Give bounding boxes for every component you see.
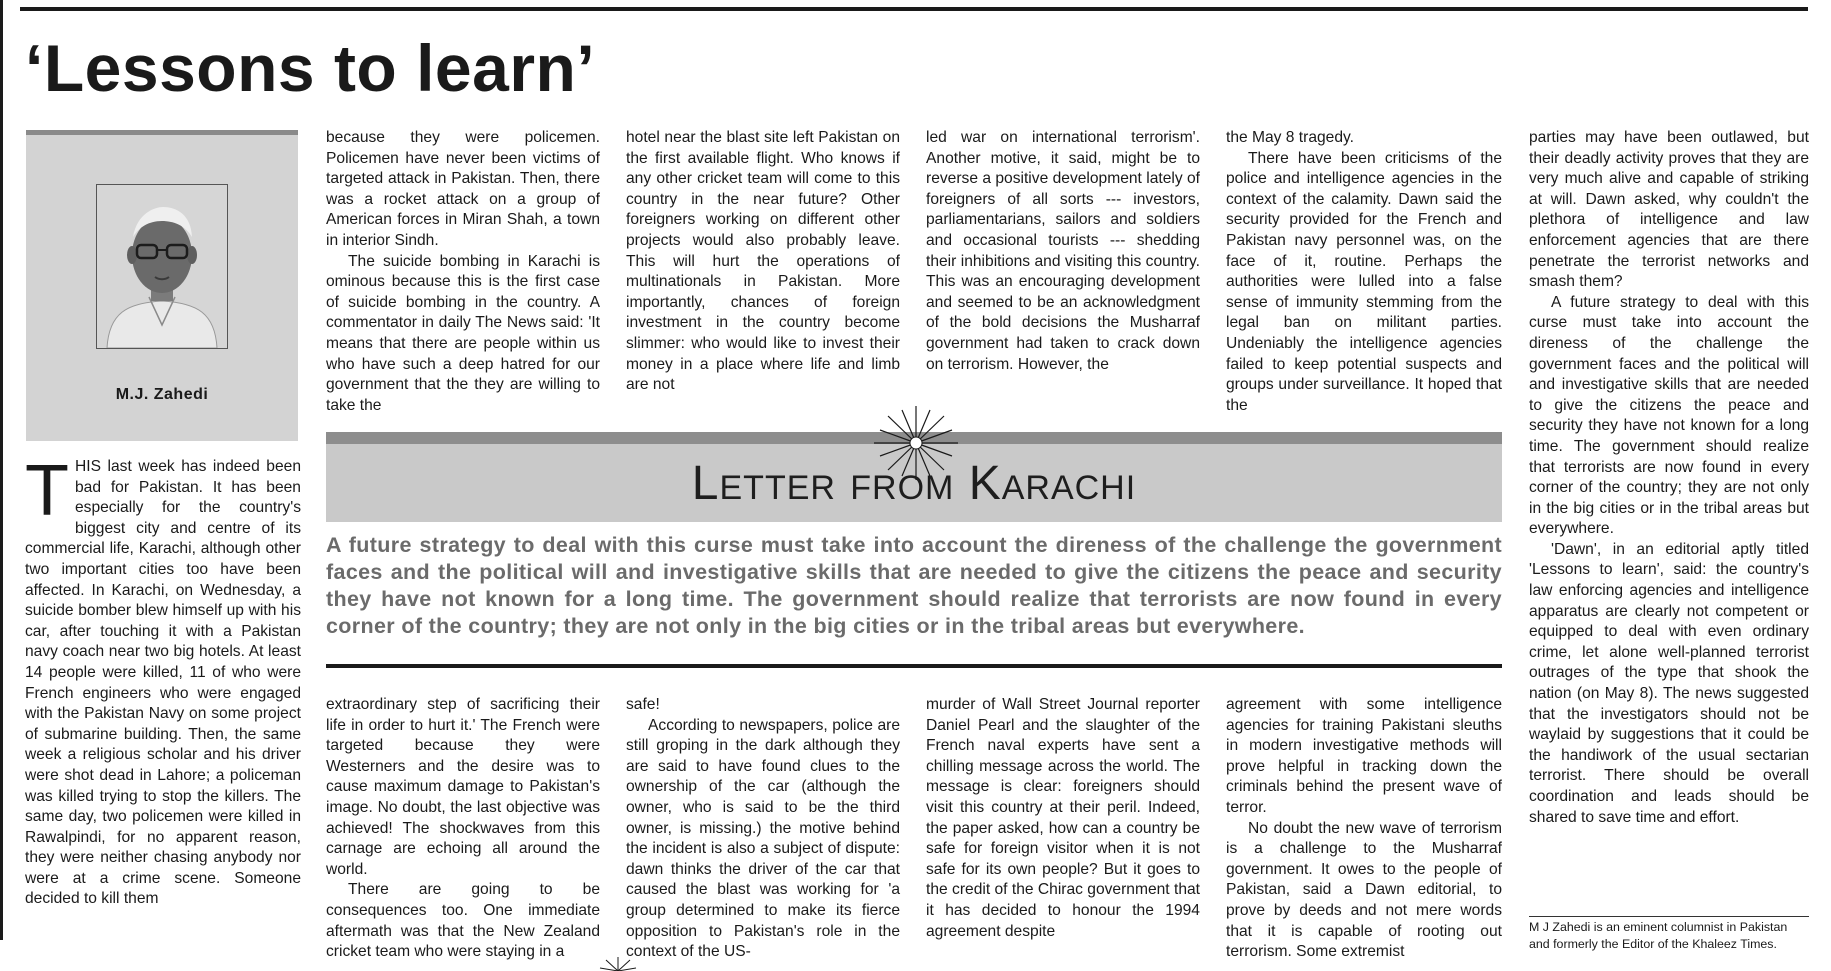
left-border-rule: [0, 0, 3, 940]
paragraph: safe!: [626, 696, 660, 713]
author-photo: [96, 184, 228, 349]
column-2-top: [326, 128, 600, 416]
paragraph: hotel near the blast site left Pakistan on the first available flight. Who knows if any other cricket team will come to this country in the near future? Other foreigners working on different other projects would also probably leave. This will hurt the operations of multinationals in Pakistan. More importantly, chances of foreign investment in the country become slimmer: who would like to invest their money in a place where life and limb are not: [626, 129, 900, 394]
author-byline: M.J. Zahedi: [115, 386, 209, 403]
column-1: [25, 451, 301, 910]
author-footnote: M J Zahedi is an eminent columnist in Pakistan and formerly the Editor of the Khaleez Times.: [1529, 916, 1809, 953]
paragraph: murder of Wall Street Journal reporter Daniel Pearl and the slaughter of the French naval experts have sent a chilling message across the world. The message is clear: foreigners should visit this country at their peril. Indeed, the paper asked, how can a country be safe for foreign visitor when it is not safe for its own people? But it goes to the credit of the Chirac government that it has decided to honour the 1994 agreement despite: [926, 696, 1200, 940]
column-3-bottom: [626, 695, 900, 963]
paragraph: extraordinary step of sacrificing their life in order to hurt it.' The French were targeted because they were Westerners and the desire was to cause maximum damage to Pakistan's image. No doubt, the last objective was achieved! The shockwaves from this carnage are echoing all around the world.: [326, 696, 600, 878]
drop-cap: T: [25, 451, 69, 531]
column-3-top: [626, 128, 900, 396]
pull-quote-rule: [326, 664, 1502, 668]
paragraph: No doubt the new wave of terrorism is a challenge to the Musharraf government. It owes to the people of Pakistan, said a Dawn editorial, to prove by deeds and not mere words that it is capable of rooting out terrorism. Some extremist: [1226, 819, 1502, 961]
paragraph: the May 8 tragedy.: [1226, 129, 1354, 146]
column-4-bottom: [926, 695, 1200, 942]
top-border-rule: [20, 7, 1808, 11]
column-1-text: HIS last week has indeed been bad for Pakistan. It has been especially for the country's biggest city and centre of its commercial life, Karachi, although other two important cities too have been affected. In Karachi, on Wednesday, a suicide bomber blew himself up with his car, after touching it with a Pakistan navy coach near two big hotels. At least 14 people were killed, 11 of who were French engineers who were engaged with the Pakistan Navy on some project of submarine building. Then, the same week a religious scholar and his driver were shot dead in Lahore; a policeman was killed trying to stop the killers. The same day, two policemen were killed in Rawalpindi, for no apparent reason, they were neither chasing anybody nor were at a crime scene. Someone decided to kill them: [25, 458, 301, 908]
pull-quote: A future strategy to deal with this curse must take into account the direness of the challenge the government faces and the political will and investigative skills that are needed to give the citizens the peace and security they have not known for a long time. The government should realize that terrorists are now found in every corner of the country; they are not only in the big cities or in the tribal areas but everywhere.: [326, 533, 1502, 638]
column-4-top: [926, 128, 1200, 375]
paragraph: There are going to be consequences too. One immediate aftermath was that the New Zealand cricket team who were staying in a: [326, 881, 600, 961]
section-title-text: Letter from Karachi: [691, 457, 1137, 510]
paragraph: parties may have been outlawed, but their deadly activity proves that they are very much alive and capable of striking at will. Dawn asked, why couldn't the plethora of intelligence and law enforcement agencies that are there penetrate the terrorist networks and smash them?: [1529, 129, 1809, 291]
bottom-starburst-icon: [598, 956, 638, 971]
paragraph: led war on international terrorism'. Another motive, it said, might be to reverse a positive development lately of foreigners of all sorts --- investors, parliamentarians, sailors and soldiers and occasional tourists --- shedding their inhibitions and visiting this country. This was an encouraging development and seemed to be an acknowledgment of the bold decisions the Musharraf government had taken to crack down on terrorism. However, the: [926, 129, 1200, 373]
paragraph: because they were policemen. Policemen have never been victims of targeted attack in Pakistan. Then, there was a rocket attack on a group of American forces in Miran Shah, a town in interior Sindh.: [326, 129, 600, 249]
paragraph: 'Dawn', in an editorial aptly titled 'Lessons to learn', said: the country's law enforcing agencies and intelligence apparatus are clearly not competent or equipped to deal with even ordinary crime, let alone well-planned terrorist outrages of the type that shook the nation (on May 8). The news suggested that the investigators should not be waylaid by suggestions that it could be the handiwork of the usual sectarian terrorist. There should be overall coordination and leads should be shared to save time and effort.: [1529, 540, 1809, 826]
headline: ‘Lessons to learn’: [25, 31, 596, 105]
paragraph: According to newspapers, police are still groping in the dark although they are said to have found clues to the ownership of the car (although the owner, who is said to be the third owner, is missing.) the motive behind the incident is also a subject of dispute: dawn thinks the driver of the car that caused the blast was working for 'a group determined to make its fierce opposition to Pakistan's role in the context of the US-: [626, 716, 900, 961]
author-box: [26, 130, 298, 441]
paragraph: agreement with some intelligence agencies for training Pakistani sleuths in modern investigative methods will prove helpful in tracking down the criminals behind the present wave of terror.: [1226, 696, 1502, 816]
paragraph: The suicide bombing in Karachi is ominous because this is the first case of suicide bombing in the country. A commentator in daily The News said: 'It means that there are people within us who have such a deep hatred for our government that the they are willing to take the: [326, 252, 600, 414]
paragraph: There have been criticisms of the police and intelligence agencies in the context of the calamity. Dawn said the security provided for the French and Pakistan navy personnel was, on the face of it, routine. Perhaps the authorities were lulled into a false sense of immunity stemming from the legal ban on militant parties. Undeniably the intelligence agencies failed to keep potential suspects and groups under surveillance. It hoped that the: [1226, 149, 1502, 414]
author-portrait-icon: [97, 185, 227, 348]
starburst-icon: [870, 404, 962, 482]
column-6: [1529, 128, 1809, 828]
column-2-bottom: [326, 695, 600, 963]
paragraph: A future strategy to deal with this curse must take into account the direness of the challenge the government faces and the political will and investigative skills that are needed to give the citizens the peace and security they have not known for a long time. The government should realize that terrorists are now found in every corner of the country; they are not only in the big cities or in the tribal areas but everywhere.: [1529, 293, 1809, 538]
column-5-top: [1226, 128, 1502, 416]
column-5-bottom: [1226, 695, 1502, 963]
